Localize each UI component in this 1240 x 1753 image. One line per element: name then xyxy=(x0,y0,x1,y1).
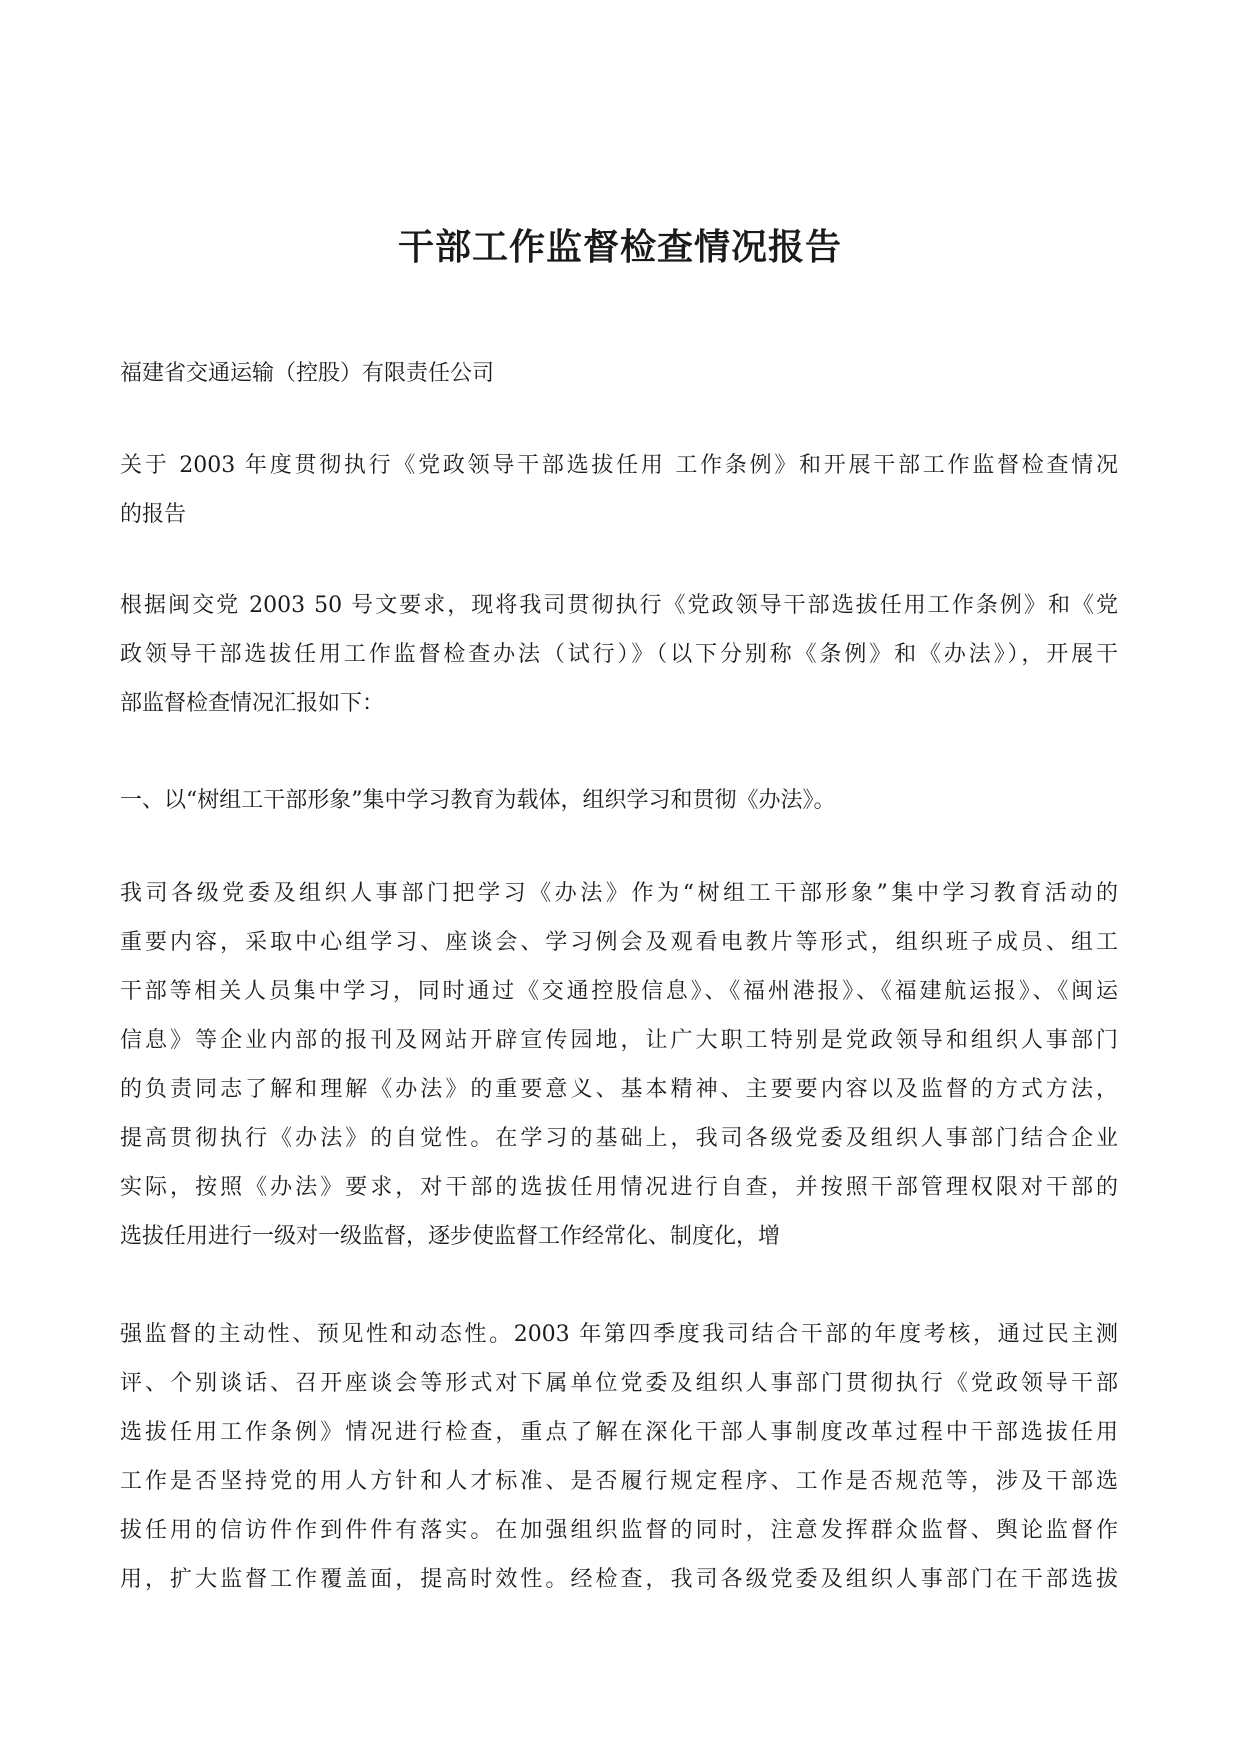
subject-line: 的报告 xyxy=(120,502,187,527)
intro-line: 部监督检查情况汇报如下： xyxy=(120,691,385,716)
section-1-paragraph-1 xyxy=(120,869,1118,1261)
intro-paragraph xyxy=(120,581,1118,728)
body-line: 工作是否坚持党的用人方针和人才标准、是否履行规定程序、工作是否规范等，涉及干部选 xyxy=(120,1469,1118,1494)
body-line: 评、个别谈话、召开座谈会等形式对下属单位党委及组织人事部门贯彻执行《党政领导干部 xyxy=(120,1371,1118,1396)
intro-line: 根据闽交党 2003 50 号文要求，现将我司贯彻执行《党政领导干部选拔任用工作条例》和《党 xyxy=(120,593,1118,618)
body-line: 强监督的主动性、预见性和动态性。2003 年第四季度我司结合干部的年度考核，通过民主测 xyxy=(120,1322,1118,1347)
body-line: 选拔任用工作条例》情况进行检查，重点了解在深化干部人事制度改革过程中干部选拔任用 xyxy=(120,1420,1118,1445)
body-line: 实际，按照《办法》要求，对干部的选拔任用情况进行自查，并按照干部管理权限对干部的 xyxy=(120,1175,1118,1200)
body-line: 信息》等企业内部的报刊及网站开辟宣传园地，让广大职工特别是党政领导和组织人事部门 xyxy=(120,1028,1118,1053)
body-line: 我司各级党委及组织人事部门把学习《办法》作为“树组工干部形象”集中学习教育活动的 xyxy=(120,881,1118,906)
document-title: 干部工作监督检查情况报告 xyxy=(397,226,842,268)
subject-line: 关于 2003 年度贯彻执行《党政领导干部选拔任用 工作条例》和开展干部工作监督检查情况 xyxy=(120,453,1118,478)
company-name xyxy=(120,349,1118,398)
body-line: 用，扩大监督工作覆盖面，提高时效性。经检查，我司各级党委及组织人事部门在干部选拔 xyxy=(120,1567,1118,1592)
body-line: 拔任用的信访件作到件件有落实。在加强组织监督的同时，注意发挥群众监督、舆论监督作 xyxy=(120,1518,1118,1543)
intro-line: 政领导干部选拔任用工作监督检查办法（试行）》（以下分别称《条例》和《办法》），开展干 xyxy=(120,642,1118,667)
section-1-paragraph-2 xyxy=(120,1310,1118,1604)
body-line: 选拔任用进行一级对一级监督，逐步使监督工作经常化、制度化，增 xyxy=(120,1224,781,1249)
report-subject xyxy=(120,441,1118,539)
section-1-heading xyxy=(120,776,1118,825)
body-line: 重要内容，采取中心组学习、座谈会、学习例会及观看电教片等形式，组织班子成员、组工 xyxy=(120,930,1118,955)
body-line: 干部等相关人员集中学习，同时通过《交通控股信息》、《福州港报》、《福建航运报》、《闽运 xyxy=(120,979,1118,1004)
body-line: 提高贯彻执行《办法》的自觉性。在学习的基础上，我司各级党委及组织人事部门结合企业 xyxy=(120,1126,1118,1151)
section-heading-line: 一、以“树组工干部形象”集中学习教育为载体，组织学习和贯彻《办法》。 xyxy=(120,788,836,813)
body-line: 的负责同志了解和理解《办法》的重要意义、基本精神、主要要内容以及监督的方式方法， xyxy=(120,1077,1118,1102)
company-line: 福建省交通运输（控股）有限责任公司 xyxy=(120,361,495,386)
